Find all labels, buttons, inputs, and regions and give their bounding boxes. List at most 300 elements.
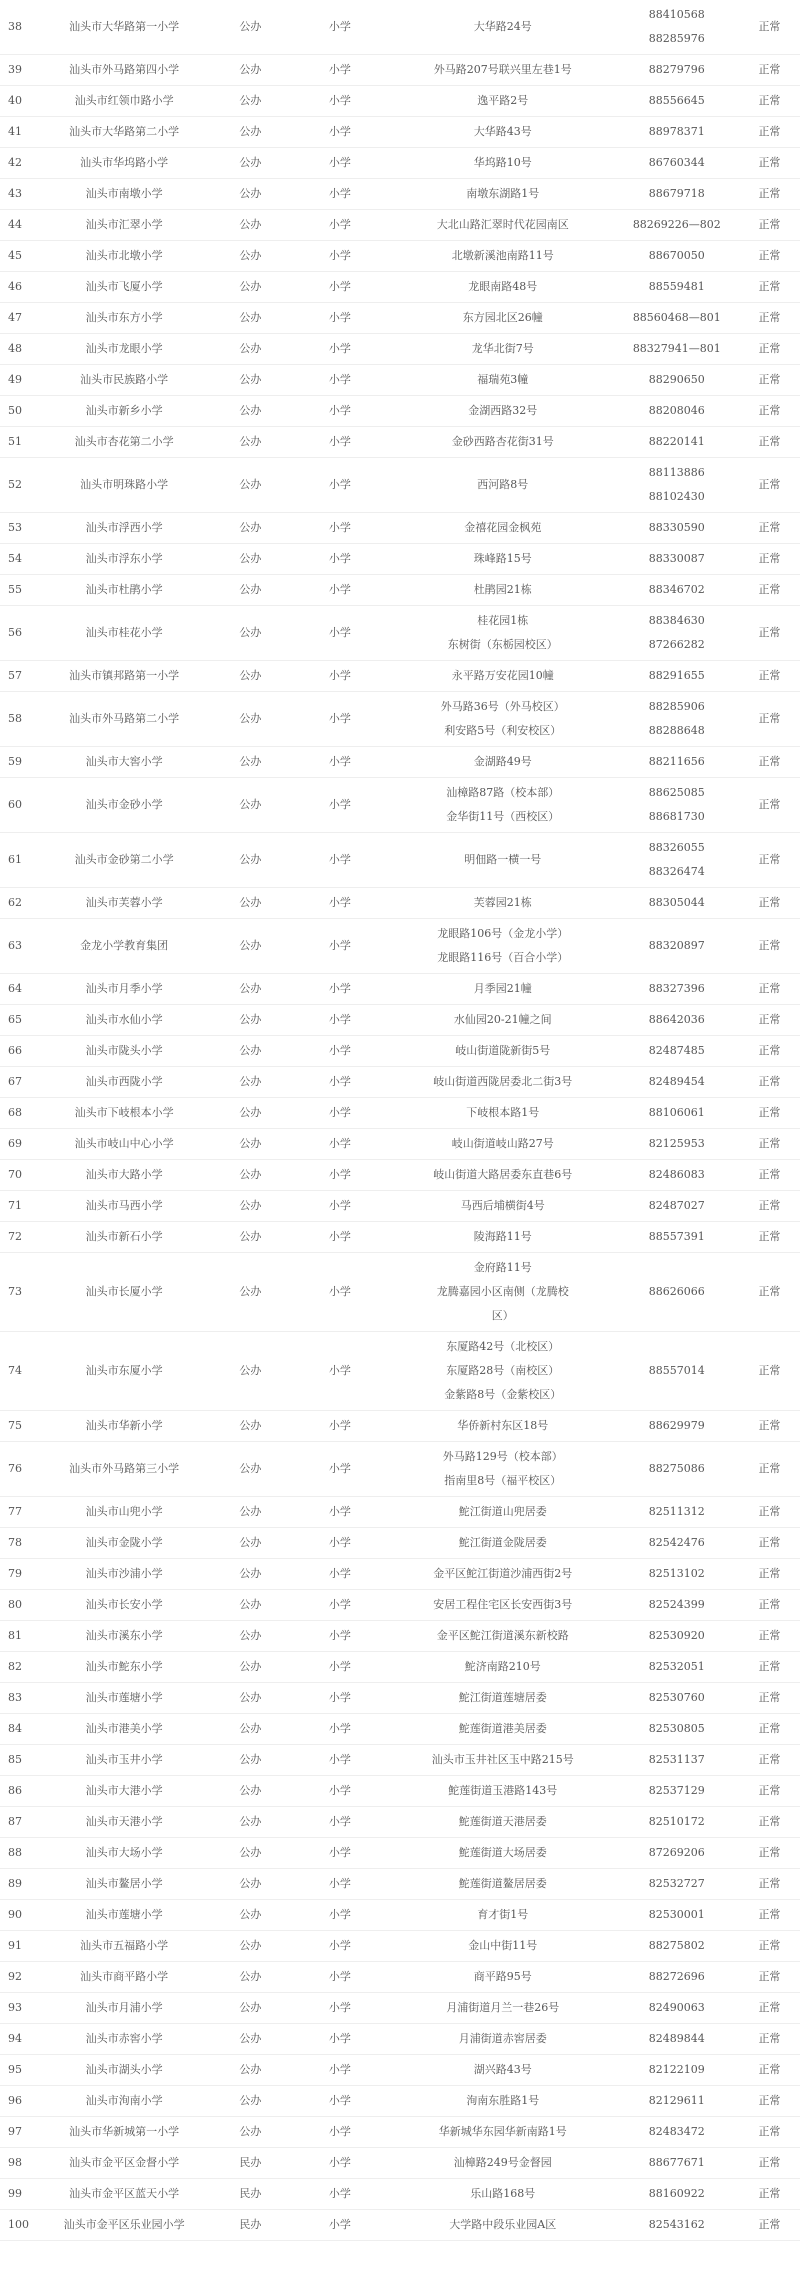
school-phone (615, 303, 739, 334)
school-level: 小学 (289, 365, 391, 396)
row-number: 89 (0, 1869, 37, 1900)
row-number: 42 (0, 148, 37, 179)
school-level: 小学 (289, 272, 391, 303)
school-address (391, 888, 615, 919)
school-type: 公办 (212, 303, 289, 334)
school-status: 正常 (739, 1559, 800, 1590)
row-number: 47 (0, 303, 37, 334)
school-address-line: 大北山路汇翠时代花园南区 (436, 218, 569, 231)
row-number: 65 (0, 1005, 37, 1036)
school-phone-line: 88320897 (648, 939, 705, 952)
school-name: 汕头市金砂小学 (37, 778, 212, 833)
school-phone-line: 88556645 (648, 94, 705, 107)
school-type: 公办 (212, 1411, 289, 1442)
school-address (391, 778, 615, 833)
school-address (391, 458, 615, 513)
school-status: 正常 (739, 1807, 800, 1838)
row-number: 79 (0, 1559, 37, 1590)
table-row (0, 1652, 800, 1683)
school-status: 正常 (739, 661, 800, 692)
school-status: 正常 (739, 1993, 800, 2024)
school-address-line: 大华路24号 (473, 20, 532, 33)
school-type: 公办 (212, 1129, 289, 1160)
school-address-line: 鮀莲街道大场居委 (458, 1846, 547, 1859)
school-level: 小学 (289, 1442, 391, 1497)
school-phone-line: 88285906 (648, 700, 705, 713)
school-name: 汕头市东厦小学 (37, 1332, 212, 1411)
school-name: 汕头市大窖小学 (37, 747, 212, 778)
row-number: 77 (0, 1497, 37, 1528)
school-name: 汕头市溪东小学 (37, 1621, 212, 1652)
school-status: 正常 (739, 2148, 800, 2179)
school-name: 汕头市民族路小学 (37, 365, 212, 396)
row-number: 90 (0, 1900, 37, 1931)
school-type: 公办 (212, 1160, 289, 1191)
school-level: 小学 (289, 458, 391, 513)
school-type: 公办 (212, 1442, 289, 1497)
school-level: 小学 (289, 2210, 391, 2241)
school-address (391, 1807, 615, 1838)
school-address (391, 1098, 615, 1129)
table-row (0, 833, 800, 888)
school-phone-line: 88559481 (648, 280, 705, 293)
row-number: 69 (0, 1129, 37, 1160)
school-address-line: 金禧花园金枫苑 (464, 521, 542, 534)
table-row (0, 1807, 800, 1838)
school-phone-line: 88211656 (648, 755, 705, 768)
school-level: 小学 (289, 1590, 391, 1621)
school-name: 汕头市赤窖小学 (37, 2024, 212, 2055)
school-type: 公办 (212, 778, 289, 833)
school-name: 汕头市华新城第一小学 (37, 2117, 212, 2148)
school-phone (615, 1745, 739, 1776)
school-type: 公办 (212, 1993, 289, 2024)
row-number: 55 (0, 575, 37, 606)
school-type: 公办 (212, 606, 289, 661)
school-name: 汕头市湖头小学 (37, 2055, 212, 2086)
school-address-line: 乐山路168号 (470, 2187, 536, 2200)
school-level: 小学 (289, 1962, 391, 1993)
school-level: 小学 (289, 117, 391, 148)
school-type: 公办 (212, 513, 289, 544)
row-number: 81 (0, 1621, 37, 1652)
school-address (391, 692, 615, 747)
school-address (391, 661, 615, 692)
school-status: 正常 (739, 1838, 800, 1869)
school-status: 正常 (739, 1442, 800, 1497)
school-name: 汕头市大港小学 (37, 1776, 212, 1807)
school-address-line: 鮀莲街道玉港路143号 (448, 1784, 558, 1797)
school-phone (615, 1838, 739, 1869)
school-name: 汕头市陇头小学 (37, 1036, 212, 1067)
school-phone-line: 88626066 (648, 1285, 705, 1298)
school-status: 正常 (739, 544, 800, 575)
school-address-line: 鮀济南路210号 (464, 1660, 541, 1673)
school-phone (615, 2210, 739, 2241)
school-level: 小学 (289, 1776, 391, 1807)
table-row (0, 86, 800, 117)
school-phone-line: 82483472 (648, 2125, 705, 2138)
row-number: 92 (0, 1962, 37, 1993)
school-type: 公办 (212, 692, 289, 747)
school-address-line: 龙眼南路48号 (468, 280, 538, 293)
school-type: 公办 (212, 365, 289, 396)
row-number: 78 (0, 1528, 37, 1559)
school-name: 汕头市洵南小学 (37, 2086, 212, 2117)
school-phone (615, 1411, 739, 1442)
row-number: 99 (0, 2179, 37, 2210)
table-row (0, 1036, 800, 1067)
school-address (391, 1962, 615, 1993)
school-name: 汕头市大华路第二小学 (37, 117, 212, 148)
school-address-line: 芙蓉园21栋 (473, 896, 532, 909)
school-type: 公办 (212, 1652, 289, 1683)
school-type: 公办 (212, 1807, 289, 1838)
school-phone-line: 82543162 (648, 2218, 705, 2231)
school-level: 小学 (289, 1869, 391, 1900)
table-row (0, 2117, 800, 2148)
table-row (0, 1222, 800, 1253)
school-phone (615, 1962, 739, 1993)
school-level: 小学 (289, 1528, 391, 1559)
school-address-line: 金紫路8号（金紫校区） (444, 1388, 562, 1401)
school-status: 正常 (739, 148, 800, 179)
school-type: 公办 (212, 1253, 289, 1332)
school-name: 汕头市莲塘小学 (37, 1900, 212, 1931)
row-number: 53 (0, 513, 37, 544)
school-address (391, 1621, 615, 1652)
row-number: 84 (0, 1714, 37, 1745)
school-name: 汕头市金砂第二小学 (37, 833, 212, 888)
row-number: 83 (0, 1683, 37, 1714)
school-phone (615, 1253, 739, 1332)
school-level: 小学 (289, 1838, 391, 1869)
school-status: 正常 (739, 2117, 800, 2148)
school-type: 公办 (212, 1036, 289, 1067)
table-row (0, 888, 800, 919)
school-status: 正常 (739, 1590, 800, 1621)
school-address (391, 1776, 615, 1807)
school-status: 正常 (739, 1067, 800, 1098)
school-phone-line: 88629979 (648, 1419, 705, 1432)
table-row (0, 272, 800, 303)
table-row (0, 1067, 800, 1098)
school-name: 汕头市鮀东小学 (37, 1652, 212, 1683)
school-status: 正常 (739, 334, 800, 365)
school-address (391, 1993, 615, 2024)
table-row (0, 661, 800, 692)
row-number: 51 (0, 427, 37, 458)
school-address (391, 148, 615, 179)
school-address (391, 427, 615, 458)
school-phone (615, 0, 739, 55)
school-status: 正常 (739, 1745, 800, 1776)
row-number: 66 (0, 1036, 37, 1067)
school-type: 民办 (212, 2148, 289, 2179)
school-phone (615, 692, 739, 747)
school-type: 公办 (212, 1931, 289, 1962)
school-address-line: 龙眼路106号（金龙小学） (437, 927, 569, 940)
school-level: 小学 (289, 2179, 391, 2210)
school-address (391, 1067, 615, 1098)
school-address (391, 1652, 615, 1683)
table-row (0, 1411, 800, 1442)
school-address (391, 241, 615, 272)
row-number: 91 (0, 1931, 37, 1962)
table-row (0, 303, 800, 334)
school-name: 汕头市南墩小学 (37, 179, 212, 210)
school-address-line: 杜鹃园21栋 (473, 583, 532, 596)
row-number: 50 (0, 396, 37, 427)
school-type: 公办 (212, 458, 289, 513)
school-address-line: 金府路11号 (473, 1261, 532, 1274)
row-number: 82 (0, 1652, 37, 1683)
school-level: 小学 (289, 2055, 391, 2086)
table-row (0, 1838, 800, 1869)
row-number: 67 (0, 1067, 37, 1098)
row-number: 85 (0, 1745, 37, 1776)
school-status: 正常 (739, 2086, 800, 2117)
school-phone-line: 88106061 (648, 1106, 705, 1119)
school-phone (615, 1900, 739, 1931)
school-status: 正常 (739, 1962, 800, 1993)
school-phone (615, 778, 739, 833)
school-address (391, 334, 615, 365)
school-level: 小学 (289, 2024, 391, 2055)
school-address-line: 北墩新溪池南路11号 (451, 249, 554, 262)
school-address (391, 1714, 615, 1745)
school-level: 小学 (289, 1036, 391, 1067)
table-row (0, 1683, 800, 1714)
school-phone-line: 88557391 (648, 1230, 705, 1243)
school-status: 正常 (739, 179, 800, 210)
school-phone-line: 88327396 (648, 982, 705, 995)
row-number: 62 (0, 888, 37, 919)
table-row (0, 396, 800, 427)
school-phone-line: 82532051 (648, 1660, 705, 1673)
school-phone-line: 88642036 (648, 1013, 705, 1026)
school-phone (615, 575, 739, 606)
table-row (0, 1869, 800, 1900)
school-level: 小学 (289, 1621, 391, 1652)
school-status: 正常 (739, 1528, 800, 1559)
school-phone-line: 82489844 (648, 2032, 705, 2045)
school-status: 正常 (739, 458, 800, 513)
school-address-line: 鮀江街道山兜居委 (458, 1505, 547, 1518)
school-phone-line: 86760344 (648, 156, 705, 169)
row-number: 58 (0, 692, 37, 747)
school-type: 公办 (212, 210, 289, 241)
school-address (391, 1191, 615, 1222)
school-address-line: 东树街（东栃园校区） (447, 638, 558, 651)
school-address-line: 岐山街道西陇居委北二街3号 (433, 1075, 573, 1088)
row-number: 44 (0, 210, 37, 241)
school-phone-line: 88677671 (648, 2156, 705, 2169)
school-status: 正常 (739, 1497, 800, 1528)
school-address-line: 福瑞苑3幢 (477, 373, 529, 386)
school-type: 民办 (212, 2210, 289, 2241)
school-phone-line: 88346702 (648, 583, 705, 596)
school-phone-line: 82487027 (648, 1199, 705, 1212)
school-name: 汕头市金陇小学 (37, 1528, 212, 1559)
school-address-line: 大学路中段乐业园A区 (449, 2218, 557, 2231)
school-phone-line: 88220141 (648, 435, 705, 448)
school-name: 汕头市山兜小学 (37, 1497, 212, 1528)
school-address (391, 2024, 615, 2055)
school-name: 汕头市金平区蓝天小学 (37, 2179, 212, 2210)
school-type: 公办 (212, 1590, 289, 1621)
table-row (0, 365, 800, 396)
row-number: 87 (0, 1807, 37, 1838)
school-status: 正常 (739, 974, 800, 1005)
school-level: 小学 (289, 1098, 391, 1129)
school-name: 汕头市浮西小学 (37, 513, 212, 544)
school-status: 正常 (739, 1222, 800, 1253)
school-status: 正常 (739, 919, 800, 974)
table-row (0, 55, 800, 86)
school-phone (615, 888, 739, 919)
table-row (0, 1714, 800, 1745)
school-phone (615, 148, 739, 179)
school-phone (615, 272, 739, 303)
school-phone (615, 2086, 739, 2117)
table-row (0, 1129, 800, 1160)
school-type: 公办 (212, 1683, 289, 1714)
school-type: 公办 (212, 1332, 289, 1411)
school-phone-line: 88285976 (648, 32, 705, 45)
school-phone (615, 55, 739, 86)
school-name: 汕头市金平区金督小学 (37, 2148, 212, 2179)
school-name: 汕头市杜鹃小学 (37, 575, 212, 606)
school-address-line: 马西后埔横街4号 (460, 1199, 545, 1212)
school-level: 小学 (289, 1745, 391, 1776)
school-status: 正常 (739, 1621, 800, 1652)
school-phone (615, 1559, 739, 1590)
school-phone (615, 513, 739, 544)
school-name: 汕头市外马路第三小学 (37, 1442, 212, 1497)
row-number: 48 (0, 334, 37, 365)
school-phone-line: 88384630 (648, 614, 705, 627)
table-row (0, 1332, 800, 1411)
school-phone-line: 82537129 (648, 1784, 705, 1797)
school-phone (615, 1590, 739, 1621)
school-type: 公办 (212, 1528, 289, 1559)
school-level: 小学 (289, 86, 391, 117)
school-address (391, 1838, 615, 1869)
school-name: 汕头市新石小学 (37, 1222, 212, 1253)
school-status: 正常 (739, 303, 800, 334)
school-address-line: 月浦街道赤窖居委 (458, 2032, 547, 2045)
school-level: 小学 (289, 396, 391, 427)
school-phone-line: 88326474 (648, 865, 705, 878)
school-type: 公办 (212, 1869, 289, 1900)
school-phone (615, 974, 739, 1005)
school-type: 公办 (212, 2117, 289, 2148)
school-type: 公办 (212, 427, 289, 458)
school-phone-line: 87266282 (648, 638, 705, 651)
school-type: 公办 (212, 241, 289, 272)
school-address (391, 1900, 615, 1931)
school-phone (615, 179, 739, 210)
table-row (0, 1931, 800, 1962)
school-phone-line: 82487485 (648, 1044, 705, 1057)
school-address (391, 117, 615, 148)
school-address (391, 1931, 615, 1962)
school-name: 汕头市鳌居小学 (37, 1869, 212, 1900)
table-row (0, 1191, 800, 1222)
row-number: 54 (0, 544, 37, 575)
school-type: 公办 (212, 833, 289, 888)
school-level: 小学 (289, 1222, 391, 1253)
school-address-line: 大华路43号 (473, 125, 532, 138)
table-row (0, 1528, 800, 1559)
school-name: 汕头市杏花第二小学 (37, 427, 212, 458)
school-phone-line: 88275086 (648, 1462, 705, 1475)
school-phone-line: 82490063 (648, 2001, 705, 2014)
school-phone-line: 82510172 (648, 1815, 705, 1828)
row-number: 95 (0, 2055, 37, 2086)
school-level: 小学 (289, 2148, 391, 2179)
school-phone-line: 88272696 (648, 1970, 705, 1983)
school-status: 正常 (739, 1036, 800, 1067)
school-status: 正常 (739, 86, 800, 117)
row-number: 57 (0, 661, 37, 692)
table-row (0, 2179, 800, 2210)
table-row (0, 606, 800, 661)
school-address (391, 833, 615, 888)
school-phone (615, 1993, 739, 2024)
table-row (0, 1253, 800, 1332)
school-name: 汕头市华新小学 (37, 1411, 212, 1442)
school-type: 公办 (212, 1962, 289, 1993)
school-type: 公办 (212, 747, 289, 778)
row-number: 64 (0, 974, 37, 1005)
school-phone-line: 82524399 (648, 1598, 705, 1611)
table-row (0, 179, 800, 210)
school-address-line: 华新城华东园华新南路1号 (438, 2125, 567, 2138)
school-phone (615, 1191, 739, 1222)
school-address-line: 安居工程住宅区长安西街3号 (433, 1598, 573, 1611)
row-number: 45 (0, 241, 37, 272)
school-phone-line: 88625085 (648, 786, 705, 799)
school-address (391, 0, 615, 55)
school-address-line: 鮀莲街道鳌居居委 (458, 1877, 547, 1890)
school-address (391, 1411, 615, 1442)
school-address-line: 金湖路49号 (473, 755, 532, 768)
school-type: 公办 (212, 1838, 289, 1869)
school-address (391, 544, 615, 575)
school-address-line: 湖兴路43号 (473, 2063, 532, 2076)
school-phone-line: 88681730 (648, 810, 705, 823)
school-phone-line: 88326055 (648, 841, 705, 854)
school-address (391, 1036, 615, 1067)
school-name: 汕头市下岐根本小学 (37, 1098, 212, 1129)
school-type: 公办 (212, 974, 289, 1005)
row-number: 96 (0, 2086, 37, 2117)
school-phone-line: 82122109 (648, 2063, 705, 2076)
school-type: 公办 (212, 1776, 289, 1807)
school-phone-line: 88291655 (648, 669, 705, 682)
school-phone (615, 427, 739, 458)
table-row (0, 1962, 800, 1993)
table-row (0, 513, 800, 544)
row-number: 59 (0, 747, 37, 778)
school-phone (615, 241, 739, 272)
school-phone-line: 82530760 (648, 1691, 705, 1704)
school-address (391, 1497, 615, 1528)
school-level: 小学 (289, 919, 391, 974)
school-phone-line: 82530001 (648, 1908, 705, 1921)
